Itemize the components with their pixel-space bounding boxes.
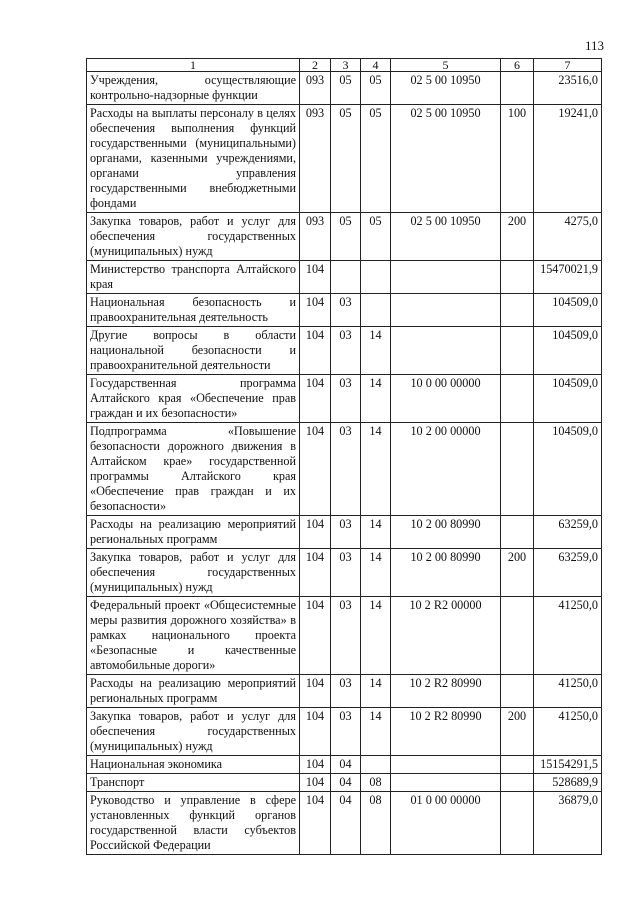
subsection-code-cell: 14	[361, 375, 391, 423]
row-name-cell: Расходы на реализацию мероприятий региональных программ	[87, 516, 300, 549]
expense-type-cell	[501, 756, 534, 774]
subsection-code-cell: 05	[361, 105, 391, 213]
section-code-cell: 04	[331, 792, 361, 855]
admin-code-cell: 104	[300, 423, 331, 516]
admin-code-cell: 093	[300, 105, 331, 213]
amount-cell: 63259,0	[534, 549, 602, 597]
row-name-cell: Национальная экономика	[87, 756, 300, 774]
amount-cell: 104509,0	[534, 294, 602, 327]
row-name-cell: Закупка товаров, работ и услуг для обеспечения государственных (муниципальных) нужд	[87, 708, 300, 756]
admin-code-cell: 104	[300, 756, 331, 774]
expense-type-cell: 200	[501, 549, 534, 597]
expense-type-cell	[501, 327, 534, 375]
target-article-cell: 10 2 00 80990	[391, 516, 501, 549]
page-number: 113	[585, 38, 605, 53]
expense-type-cell	[501, 294, 534, 327]
expense-type-cell: 200	[501, 708, 534, 756]
section-code-cell	[331, 261, 361, 294]
row-name-cell: Расходы на реализацию мероприятий региональных программ	[87, 675, 300, 708]
subsection-code-cell: 14	[361, 549, 391, 597]
column-header: 6	[501, 59, 534, 72]
table-row	[87, 549, 602, 597]
target-article-cell: 10 0 00 00000	[391, 375, 501, 423]
row-name-cell: Государственная программа Алтайского края «Обеспечение прав граждан и их безопасности»	[87, 375, 300, 423]
section-code-cell: 05	[331, 213, 361, 261]
subsection-code-cell: 05	[361, 72, 391, 105]
admin-code-cell: 104	[300, 327, 331, 375]
expense-type-cell: 200	[501, 213, 534, 261]
section-code-cell: 04	[331, 774, 361, 792]
amount-cell: 15154291,5	[534, 756, 602, 774]
table-header-row	[87, 59, 602, 72]
target-article-cell: 02 5 00 10950	[391, 105, 501, 213]
row-name-cell: Подпрограмма «Повышение безопасности дорожного движения в Алтайском крае» государственной программы Алтайского края «Обеспечение прав граждан и их безопасности»	[87, 423, 300, 516]
section-code-cell: 03	[331, 675, 361, 708]
table-row	[87, 516, 602, 549]
table-row	[87, 708, 602, 756]
section-code-cell: 03	[331, 708, 361, 756]
admin-code-cell: 104	[300, 261, 331, 294]
admin-code-cell: 104	[300, 597, 331, 675]
admin-code-cell: 104	[300, 549, 331, 597]
amount-cell: 104509,0	[534, 327, 602, 375]
subsection-code-cell: 14	[361, 675, 391, 708]
table-row	[87, 213, 602, 261]
amount-cell: 41250,0	[534, 675, 602, 708]
amount-cell: 15470021,9	[534, 261, 602, 294]
row-name-cell: Транспорт	[87, 774, 300, 792]
column-header: 2	[300, 59, 331, 72]
expense-type-cell: 100	[501, 105, 534, 213]
subsection-code-cell	[361, 294, 391, 327]
target-article-cell	[391, 756, 501, 774]
subsection-code-cell	[361, 756, 391, 774]
admin-code-cell: 104	[300, 774, 331, 792]
table-row	[87, 756, 602, 774]
table-row	[87, 327, 602, 375]
row-name-cell: Федеральный проект «Общесистемные меры развития дорожного хозяйства» в рамках национального проекта «Безопасные и качественные автомобильные дороги»	[87, 597, 300, 675]
row-name-cell: Закупка товаров, работ и услуг для обеспечения государственных (муниципальных) нужд	[87, 213, 300, 261]
amount-cell: 23516,0	[534, 72, 602, 105]
column-header: 7	[534, 59, 602, 72]
section-code-cell: 03	[331, 375, 361, 423]
table-row	[87, 774, 602, 792]
target-article-cell: 02 5 00 10950	[391, 72, 501, 105]
row-name-cell: Расходы на выплаты персоналу в целях обеспечения выполнения функций государственными (муниципальными) органами, казенными учреждениями, органами управления государственными внебюджетными фондами	[87, 105, 300, 213]
amount-cell: 19241,0	[534, 105, 602, 213]
expense-type-cell	[501, 516, 534, 549]
subsection-code-cell: 14	[361, 708, 391, 756]
target-article-cell: 01 0 00 00000	[391, 792, 501, 855]
amount-cell: 41250,0	[534, 708, 602, 756]
column-header: 3	[331, 59, 361, 72]
admin-code-cell: 093	[300, 213, 331, 261]
section-code-cell: 04	[331, 756, 361, 774]
target-article-cell	[391, 261, 501, 294]
row-name-cell: Руководство и управление в сфере установленных функций органов государственной власти субъектов Российской Федерации	[87, 792, 300, 855]
expense-type-cell	[501, 675, 534, 708]
section-code-cell: 03	[331, 294, 361, 327]
budget-table	[86, 58, 602, 855]
column-header: 1	[87, 59, 300, 72]
table-row	[87, 597, 602, 675]
table-row	[87, 792, 602, 855]
admin-code-cell: 104	[300, 675, 331, 708]
section-code-cell: 03	[331, 597, 361, 675]
subsection-code-cell: 14	[361, 423, 391, 516]
amount-cell: 41250,0	[534, 597, 602, 675]
expense-type-cell	[501, 423, 534, 516]
admin-code-cell: 093	[300, 72, 331, 105]
admin-code-cell: 104	[300, 708, 331, 756]
row-name-cell: Учреждения, осуществляющие контрольно-надзорные функции	[87, 72, 300, 105]
admin-code-cell: 104	[300, 516, 331, 549]
section-code-cell: 03	[331, 423, 361, 516]
amount-cell: 104509,0	[534, 423, 602, 516]
row-name-cell: Министерство транспорта Алтайского края	[87, 261, 300, 294]
target-article-cell	[391, 774, 501, 792]
target-article-cell: 02 5 00 10950	[391, 213, 501, 261]
expense-type-cell	[501, 792, 534, 855]
section-code-cell: 05	[331, 105, 361, 213]
amount-cell: 104509,0	[534, 375, 602, 423]
table-row	[87, 105, 602, 213]
subsection-code-cell	[361, 261, 391, 294]
amount-cell: 4275,0	[534, 213, 602, 261]
expense-type-cell	[501, 375, 534, 423]
admin-code-cell: 104	[300, 375, 331, 423]
table-row	[87, 294, 602, 327]
table-row	[87, 72, 602, 105]
table-row	[87, 261, 602, 294]
table-row	[87, 675, 602, 708]
expense-type-cell	[501, 72, 534, 105]
section-code-cell: 05	[331, 72, 361, 105]
target-article-cell: 10 2 R2 00000	[391, 597, 501, 675]
subsection-code-cell: 08	[361, 774, 391, 792]
row-name-cell: Национальная безопасность и правоохранительная деятельность	[87, 294, 300, 327]
expense-type-cell	[501, 774, 534, 792]
target-article-cell: 10 2 R2 80990	[391, 675, 501, 708]
expense-type-cell	[501, 261, 534, 294]
row-name-cell: Другие вопросы в области национальной безопасности и правоохранительной деятельности	[87, 327, 300, 375]
column-header: 4	[361, 59, 391, 72]
amount-cell: 63259,0	[534, 516, 602, 549]
admin-code-cell: 104	[300, 294, 331, 327]
subsection-code-cell: 14	[361, 327, 391, 375]
target-article-cell	[391, 294, 501, 327]
table-row	[87, 375, 602, 423]
amount-cell: 36879,0	[534, 792, 602, 855]
target-article-cell: 10 2 00 80990	[391, 549, 501, 597]
subsection-code-cell: 14	[361, 597, 391, 675]
subsection-code-cell: 14	[361, 516, 391, 549]
expense-type-cell	[501, 597, 534, 675]
table-body	[87, 72, 602, 855]
section-code-cell: 03	[331, 327, 361, 375]
table-row	[87, 423, 602, 516]
target-article-cell: 10 2 R2 80990	[391, 708, 501, 756]
subsection-code-cell: 05	[361, 213, 391, 261]
section-code-cell: 03	[331, 516, 361, 549]
row-name-cell: Закупка товаров, работ и услуг для обеспечения государственных (муниципальных) нужд	[87, 549, 300, 597]
section-code-cell: 03	[331, 549, 361, 597]
target-article-cell: 10 2 00 00000	[391, 423, 501, 516]
column-header: 5	[391, 59, 501, 72]
target-article-cell	[391, 327, 501, 375]
admin-code-cell: 104	[300, 792, 331, 855]
amount-cell: 528689,9	[534, 774, 602, 792]
subsection-code-cell: 08	[361, 792, 391, 855]
